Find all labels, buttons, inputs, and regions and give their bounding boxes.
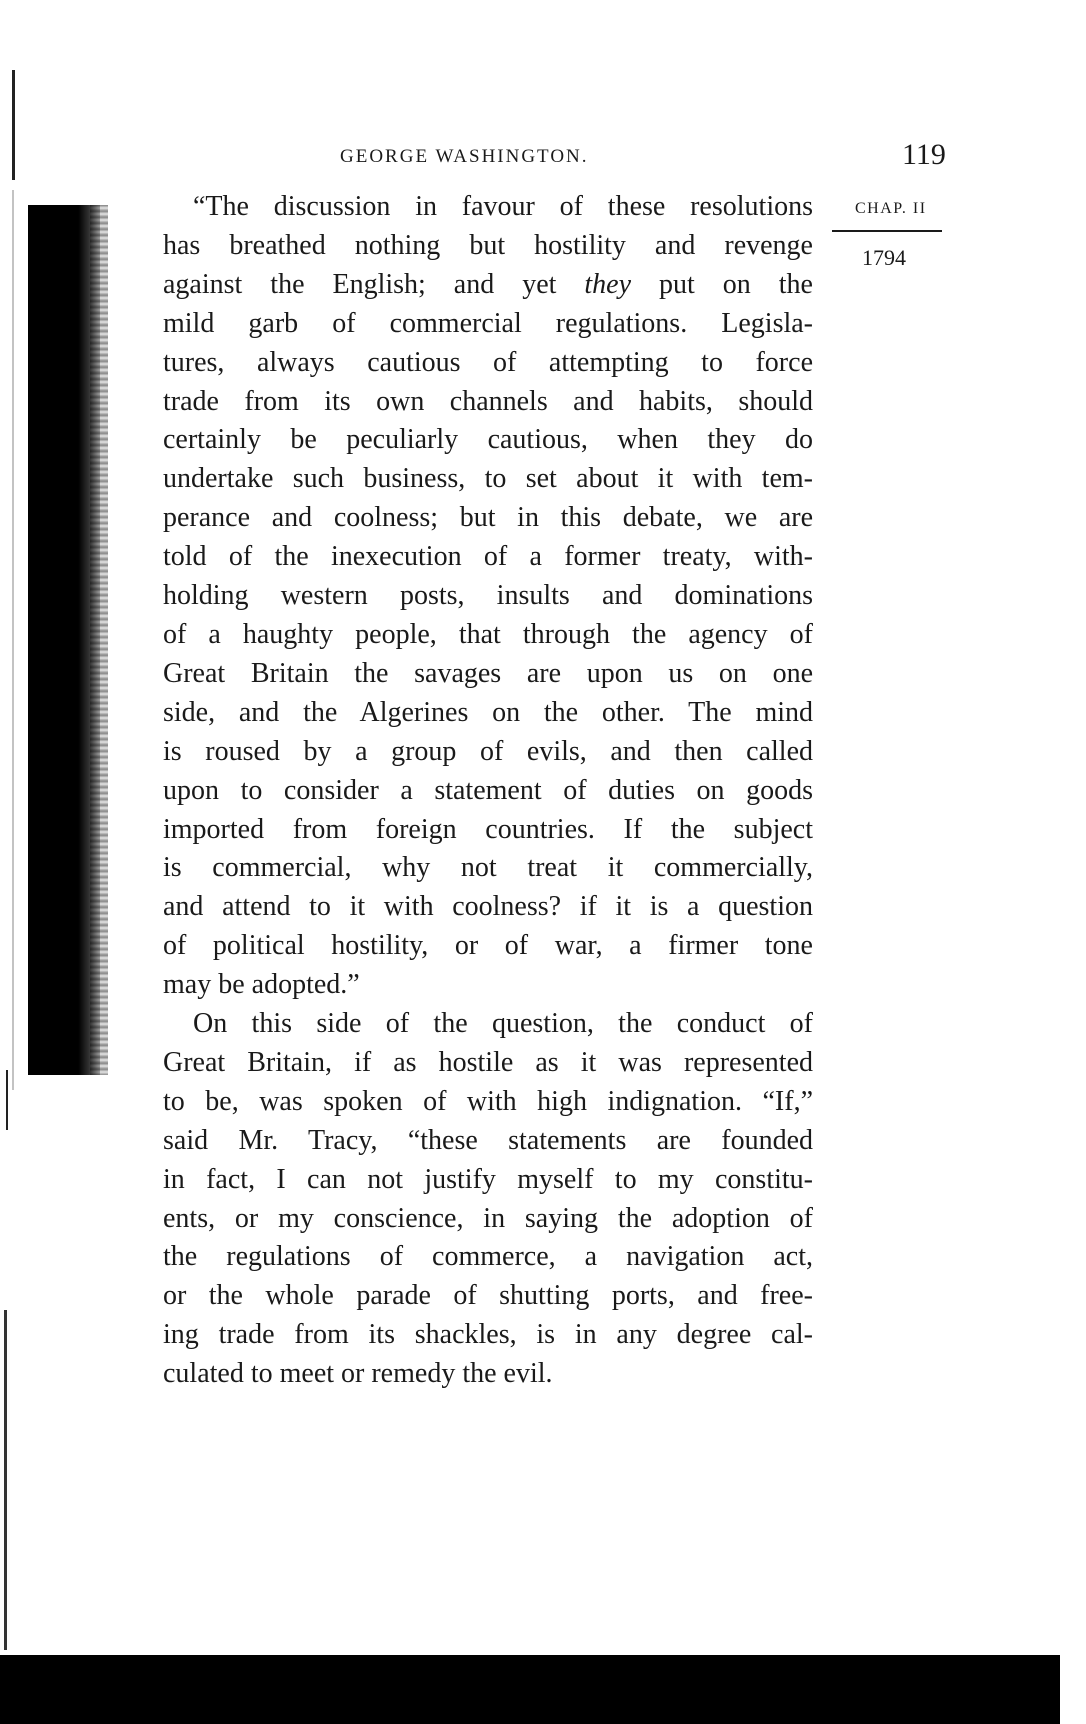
scan-edge-mark <box>12 70 15 180</box>
scan-bottom-edge <box>0 1655 1060 1724</box>
text-line: said Mr. Tracy, “these statements are founded <box>163 1124 813 1156</box>
text-line: may be adopted.” <box>163 969 360 1001</box>
running-head: GEORGE WASHINGTON. <box>340 146 589 167</box>
text-line: holding western posts, insults and dominations <box>163 580 813 612</box>
text-line: or the whole parade of shutting ports, and free- <box>163 1280 813 1312</box>
text-line: of a haughty people, that through the agency of <box>163 618 813 650</box>
paragraph-2 <box>163 1005 813 1394</box>
text-line: perance and coolness; but in this debate, we are <box>163 502 813 534</box>
text-line: of political hostility, or of war, a firmer tone <box>163 930 813 962</box>
binding-shadow-fringe <box>90 205 108 1075</box>
page-number: 119 <box>902 138 946 171</box>
paragraph-1 <box>163 188 813 1005</box>
text-line: is commercial, why not treat it commercially, <box>163 852 813 884</box>
text-line: side, and the Algerines on the other. The mind <box>163 696 813 728</box>
text-segment: against the English; and yet <box>163 268 585 300</box>
text-line: culated to meet or remedy the evil. <box>163 1358 553 1390</box>
text-line: “The discussion in favour of these resolutions <box>193 191 813 222</box>
margin-chapter: CHAP. II <box>855 200 927 217</box>
text-line: ing trade from its shackles, is in any degree cal- <box>163 1319 813 1351</box>
text-line: Great Britain, if as hostile as it was represented <box>163 1046 813 1078</box>
scan-edge-mark <box>12 190 14 1090</box>
text-line: trade from its own channels and habits, should <box>163 385 813 417</box>
text-line: mild garb of commercial regulations. Legisla- <box>163 307 813 339</box>
text-line <box>163 266 813 305</box>
text-line: has breathed nothing but hostility and revenge <box>163 229 813 261</box>
text-line: to be, was spoken of with high indignation. “If,” <box>163 1085 813 1117</box>
text-line: is roused by a group of evils, and then called <box>163 735 813 767</box>
text-line: the regulations of commerce, a navigation act, <box>163 1241 813 1273</box>
margin-year: 1794 <box>862 245 906 270</box>
text-line: certainly be peculiarly cautious, when they do <box>163 424 813 456</box>
scan-edge-mark <box>6 1070 8 1130</box>
text-line: told of the inexecution of a former treaty, with- <box>163 541 813 573</box>
text-line: and attend to it with coolness? if it is a question <box>163 891 813 923</box>
text-line: undertake such business, to set about it with tem- <box>163 463 813 495</box>
text-line: tures, always cautious of attempting to force <box>163 346 813 378</box>
emphasis: they <box>584 268 632 300</box>
text-line: ents, or my conscience, in saying the adoption of <box>163 1202 813 1234</box>
text-segment: put on the <box>631 268 813 300</box>
text-line: On this side of the question, the conduct of <box>193 1008 813 1040</box>
text-line: upon to consider a statement of duties on goods <box>163 774 813 806</box>
text-line: in fact, I can not justify myself to my constitu- <box>163 1163 813 1195</box>
text-line: Great Britain the savages are upon us on one <box>163 657 813 689</box>
text-line: imported from foreign countries. If the subject <box>163 813 813 845</box>
scan-edge-mark <box>4 1310 7 1650</box>
body-text <box>163 188 813 1394</box>
margin-rule <box>832 230 942 232</box>
